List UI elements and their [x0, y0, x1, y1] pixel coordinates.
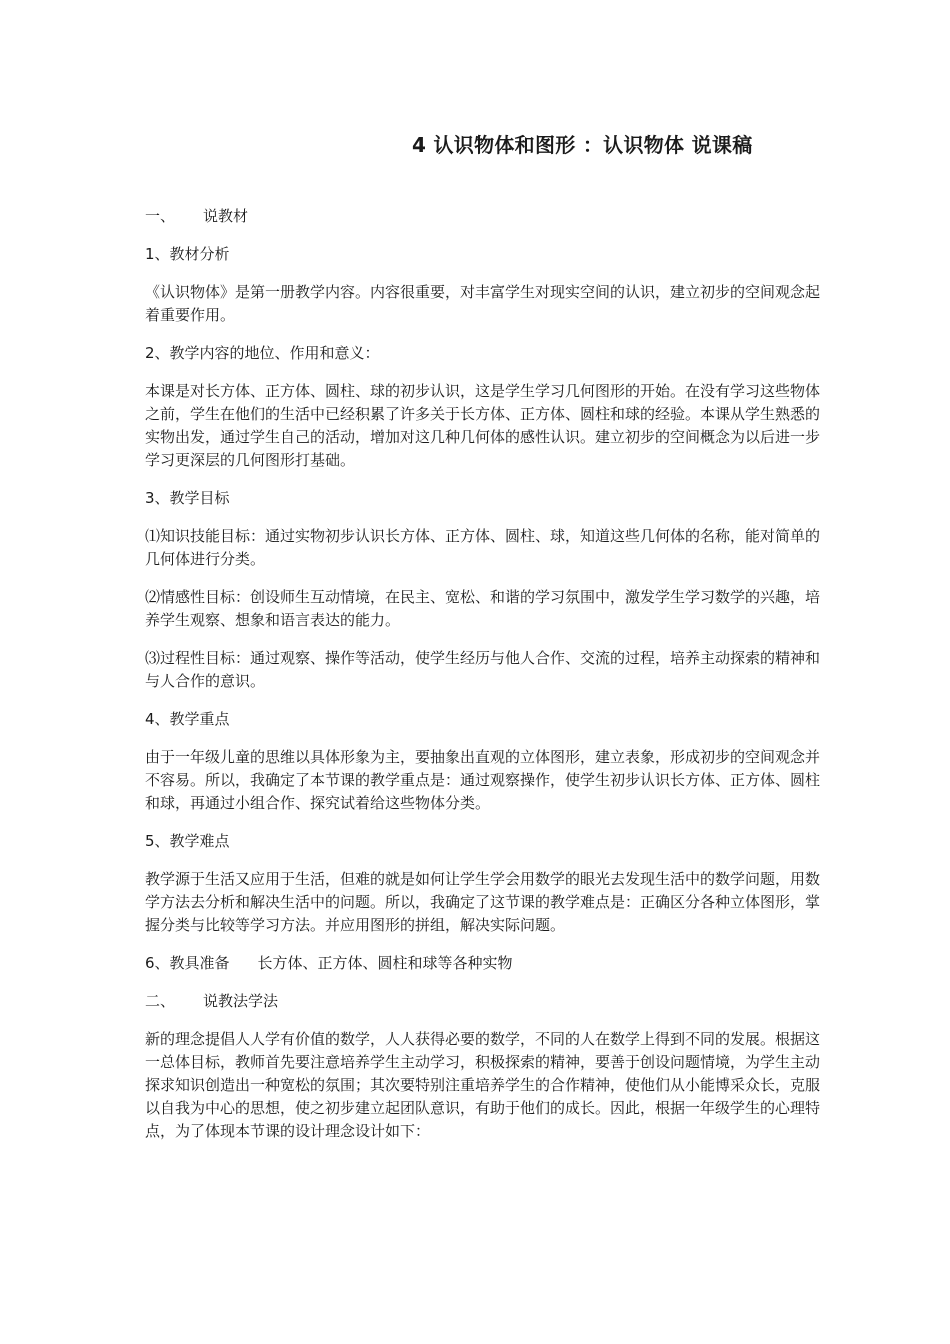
section-heading-textbook: [145, 205, 820, 228]
paragraph-teaching-difficulty: 教学源于生活又应用于生活，但难的就是如何让学生学会用数学的眼光去发现生活中的数学问题，用数学方法去分析和解决生活中的问题。所以，我确定了这节课的教学难点是：正确区分各种立体图形，掌握分类与比较等学习方法。并应用图形的拼组，解决实际问题。: [145, 870, 821, 934]
subheading-teaching-objectives: 3、教学目标: [145, 489, 230, 507]
section-title: 说教材: [203, 207, 249, 225]
paragraph-objective-knowledge: ⑴知识技能目标：通过实物初步认识长方体、正方体、圆柱、球，知道这些几何体的名称，能对简单的几何体进行分类。: [145, 527, 821, 568]
subheading-content-significance: 2、教学内容的地位、作用和意义：: [145, 344, 380, 362]
paragraph-methods: 新的理念提倡人人学有价值的数学，人人获得必要的数学，不同的人在数学上得到不同的发展。根据这一总体目标，教师首先要注意培养学生主动学习，积极探索的精神，要善于创设问题情境，为学生主动探求知识创造出一种宽松的氛围；其次要特别注重培养学生的合作精神，使他们从小能博采众长，克服以自我为中心的思想，使之初步建立起团队意识，有助于他们的成长。因此，根据一年级学生的心理特点，为了体现本节课的设计理念设计如下：: [145, 1030, 821, 1140]
subheading-textbook-analysis: 1、教材分析: [145, 245, 230, 263]
document-title: 4 认识物体和图形 ：认识物体 说课稿: [412, 133, 753, 157]
paragraph-teaching-focus: 由于一年级儿童的思维以具体形象为主，要抽象出直观的立体图形，建立表象，形成初步的空间观念并不容易。所以，我确定了本节课的教学重点是：通过观察操作，使学生初步认识长方体、正方体、圆柱和球，再通过小组合作、探究试着给这些物体分类。: [145, 748, 821, 812]
paragraph-content-significance: 本课是对长方体、正方体、圆柱、球的初步认识，这是学生学习几何图形的开始。在没有学习这些物体之前，学生在他们的生活中已经积累了许多关于长方体、正方体、圆柱和球的经验。本课从学生熟悉的实物出发，通过学生自己的活动，增加对这几种几何体的感性认识。建立初步的空间概念为以后进一步学习更深层的几何图形打基础。: [145, 382, 821, 469]
subheading-teaching-difficulty: 5、教学难点: [145, 832, 230, 850]
teaching-aids-label: 6、教具准备: [145, 954, 230, 972]
section-title: 说教法学法: [203, 992, 279, 1010]
section-number: 二、: [145, 992, 176, 1010]
paragraph-objective-emotion: ⑵情感性目标：创设师生互动情境，在民主、宽松、和谐的学习氛围中，激发学生学习数学的兴趣，培养学生观察、想象和语言表达的能力。: [145, 588, 821, 629]
subheading-teaching-focus: 4、教学重点: [145, 710, 230, 728]
document-body: [145, 205, 820, 1158]
paragraph-textbook-analysis: 《认识物体》是第一册教学内容。内容很重要，对丰富学生对现实空间的认识，建立初步的空间观念起着重要作用。: [145, 283, 821, 324]
section-number: 一、: [145, 207, 176, 225]
section-heading-methods: [145, 990, 820, 1013]
subheading-teaching-aids: [145, 952, 820, 975]
teaching-aids-value: 长方体、正方体、圆柱和球等各种实物: [257, 954, 513, 972]
paragraph-objective-process: ⑶过程性目标：通过观察、操作等活动，使学生经历与他人合作、交流的过程，培养主动探索的精神和与人合作的意识。: [145, 649, 821, 690]
